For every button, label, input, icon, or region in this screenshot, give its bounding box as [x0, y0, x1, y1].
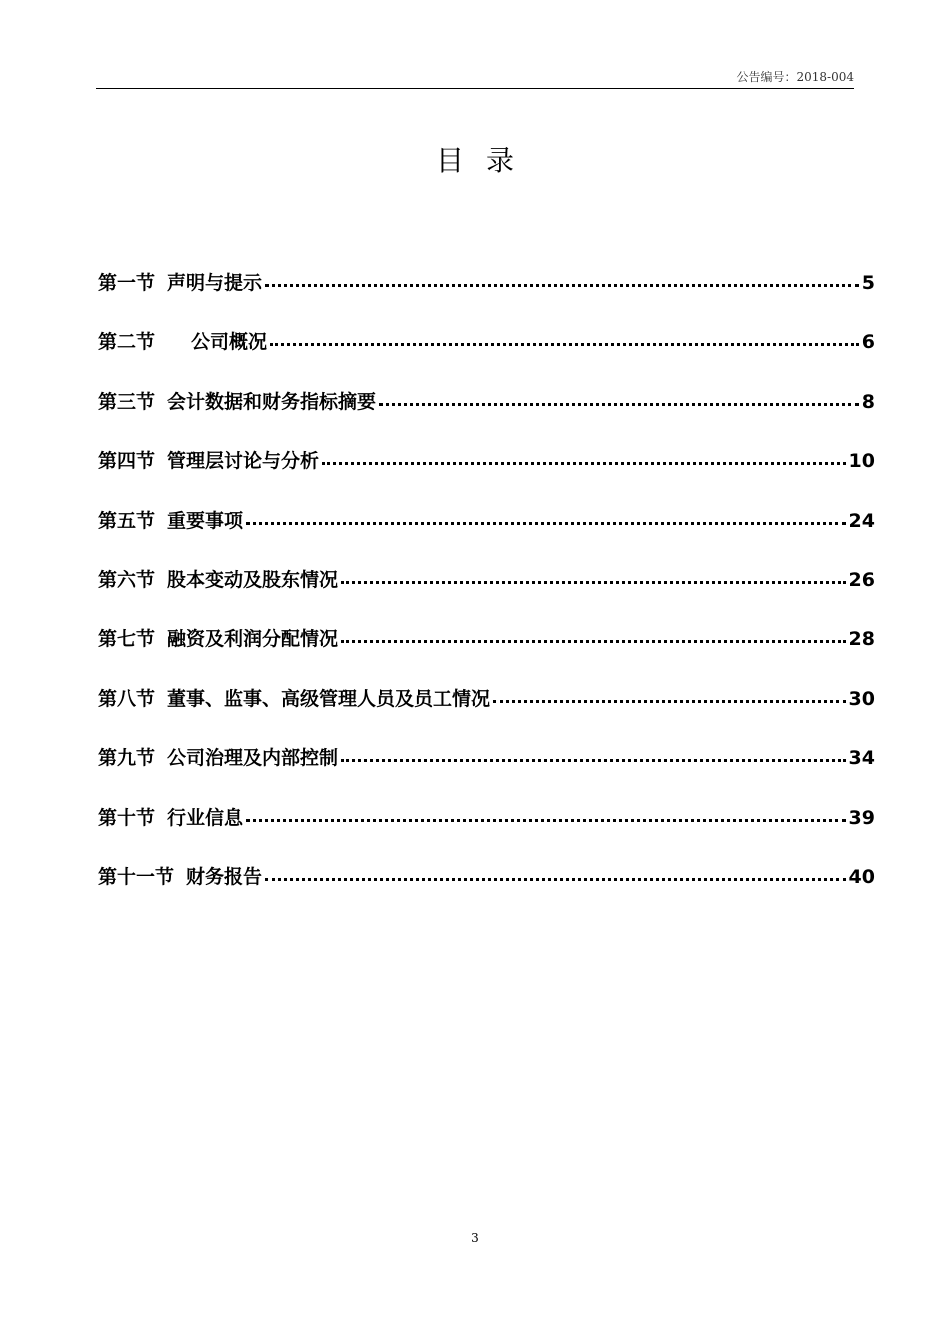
toc-entry[interactable]: [98, 684, 875, 743]
toc-page-number: 34: [848, 747, 875, 770]
toc-section-heading: 声明与提示: [167, 272, 263, 294]
toc-section-heading: 会计数据和财务指标摘要: [167, 390, 377, 413]
toc-section-heading: 董事、监事、高级管理人员及员工情况: [167, 687, 491, 710]
toc-entry[interactable]: [98, 803, 875, 862]
toc-dot-leader: [246, 819, 846, 822]
toc-page-number: 28: [848, 628, 875, 651]
toc-section-heading: 股本变动及股东情况: [167, 568, 339, 591]
toc-section-number: 第九节: [98, 747, 156, 770]
toc-page-number: 40: [848, 865, 875, 888]
toc-page-number: 39: [848, 806, 875, 829]
toc-page-number: 6: [861, 331, 875, 354]
toc-entry[interactable]: [98, 446, 875, 505]
toc-dot-leader: [270, 343, 859, 346]
toc-dot-leader: [379, 403, 859, 406]
toc-section-number: 第五节: [98, 509, 156, 532]
toc-dot-leader: [265, 878, 846, 881]
toc-section-number: 第十一节: [98, 865, 175, 888]
toc-section-heading: 重要事项: [167, 509, 244, 532]
toc-dot-leader: [341, 640, 846, 643]
toc-dot-leader: [493, 700, 846, 703]
toc-page-number: 10: [848, 450, 875, 473]
toc-dot-leader: [322, 462, 846, 465]
toc-entry[interactable]: [98, 862, 875, 921]
toc-dot-leader: [341, 581, 846, 584]
toc-entry[interactable]: [98, 268, 875, 327]
toc-page-number: 5: [861, 272, 875, 294]
toc-section-heading: 公司概况: [191, 331, 268, 354]
toc-section-number: 第十节: [98, 806, 156, 829]
toc-section-number: 第八节: [98, 687, 156, 710]
toc-page-number: 24: [848, 509, 875, 532]
toc-section-number: 第二节: [98, 331, 156, 354]
toc-section-heading: 行业信息: [167, 806, 244, 829]
toc-section-heading: 财务报告: [186, 865, 263, 888]
toc-page-number: 8: [861, 390, 875, 413]
toc-page-number: 26: [848, 568, 875, 591]
page-header: [96, 62, 854, 89]
toc-section-number: 第六节: [98, 568, 156, 591]
toc-entry[interactable]: [98, 743, 875, 802]
toc-section-number: 第七节: [98, 628, 156, 651]
toc-entry[interactable]: [98, 624, 875, 683]
toc-section-number: 第四节: [98, 450, 156, 473]
toc-entry[interactable]: [98, 565, 875, 624]
toc-entry[interactable]: [98, 506, 875, 565]
page-number: 3: [471, 1231, 479, 1245]
toc-entry[interactable]: [98, 387, 875, 446]
toc-dot-leader: [246, 522, 846, 525]
table-of-contents: [98, 268, 875, 921]
toc-section-number: 第一节: [98, 272, 156, 294]
toc-section-heading: 公司治理及内部控制: [167, 747, 339, 770]
toc-page-number: 30: [848, 687, 875, 710]
toc-dot-leader: [341, 759, 846, 762]
toc-section-number: 第三节: [98, 390, 156, 413]
toc-dot-leader: [265, 284, 859, 287]
announcement-number: 公告编号：2018-004: [736, 70, 854, 84]
toc-section-heading: 管理层讨论与分析: [167, 450, 320, 473]
toc-title: 目录: [435, 143, 536, 177]
toc-section-heading: 融资及利润分配情况: [167, 628, 339, 651]
toc-entry[interactable]: [98, 327, 875, 386]
